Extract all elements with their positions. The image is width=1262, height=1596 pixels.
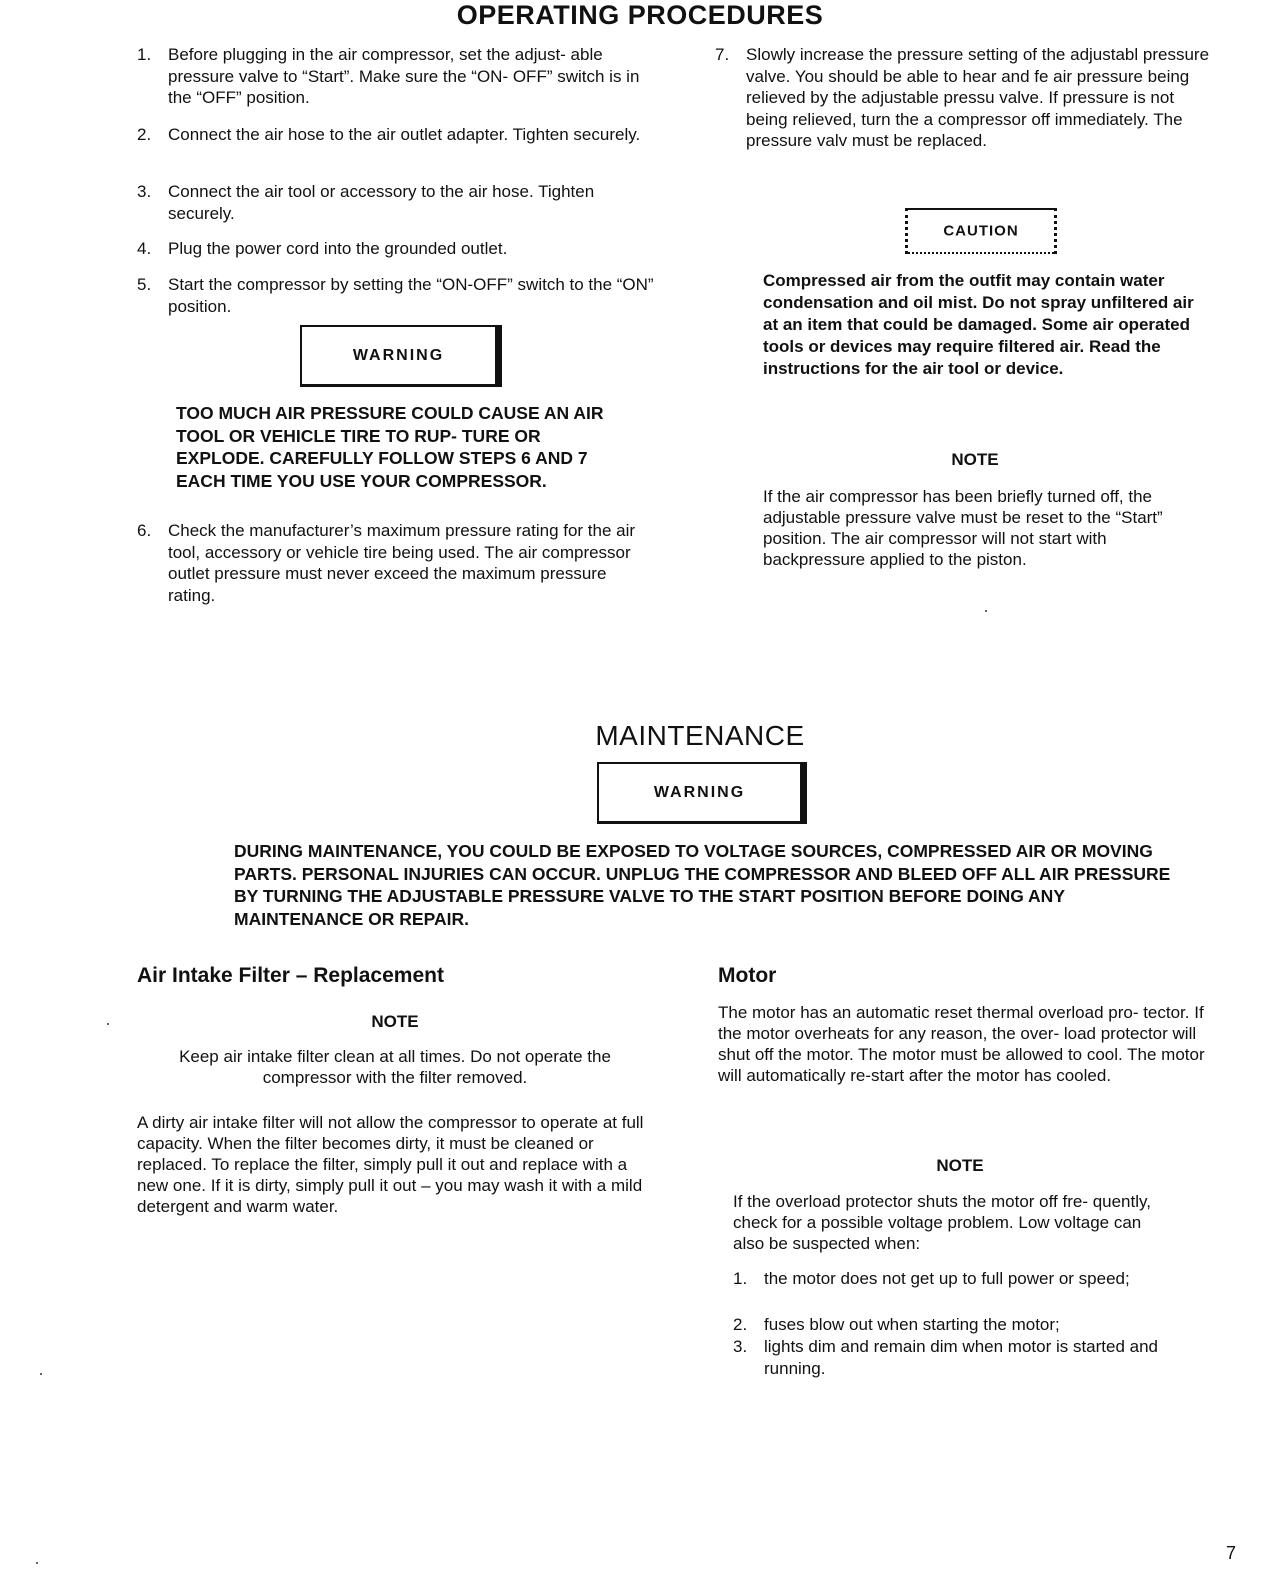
list-item <box>137 44 657 109</box>
list-item <box>137 124 657 146</box>
step-number: 6. <box>137 521 152 540</box>
scan-speck <box>40 1373 42 1375</box>
warning-label: WARNING <box>653 783 746 801</box>
warning-text: TOO MUCH AIR PRESSURE COULD CAUSE AN AIR TOOL OR VEHICLE TIRE TO RUP- TURE OR EXPLODE. CAREFULLY FOLLOW STEPS 6 AND 7 EACH TIME YOU USE YOUR COMPRESSOR. <box>176 403 604 491</box>
step-text: Before plugging in the air compressor, set the adjust- able pressure valve to “Start”. Make sure the “ON- OFF” switch is in the “OFF” position. <box>168 45 640 107</box>
step-text: Check the manufacturer’s maximum pressure rating for the air tool, accessory or vehicle tire being used. The air compressor outlet pressure must never exceed the maximum pressure rating. <box>168 521 636 605</box>
warning-box <box>300 325 502 387</box>
step-text: Slowly increase the pressure setting of the adjustabl pressure valve. You should be able to hear and fe air pressure being relieved by the adjustable pressu valve. If pressure is not being relieved, turn the a compressor off immediately. The pressure valv must be replaced. <box>746 45 1210 150</box>
caution-label: CAUTION <box>943 222 1019 240</box>
warning-text: DURING MAINTENANCE, YOU COULD BE EXPOSED TO VOLTAGE SOURCES, COMPRESSED AIR OR MOVING PARTS. PERSONAL INJURIES CAN OCCUR. UNPLUG THE COMPRESSOR AND BLEED OFF ALL AIR PRESSURE BY TURNING THE ADJUSTABLE PRESSURE VALVE TO THE START POSITION BEFORE DOING ANY MAINTENANCE OR REPAIR. <box>234 841 1171 929</box>
motor-heading: Motor <box>718 964 777 987</box>
scan-speck <box>985 610 987 612</box>
filter-body: A dirty air intake filter will not allow the compressor to operate at full capacity. When the filter becomes dirty, it must be cleaned or replaced. To replace the filter, simply pull it out and replace with a new one. If it is dirty, simply pull it out – you may wash it with a mild detergent and warm water. <box>137 1113 644 1216</box>
step-text: Connect the air tool or accessory to the air hose. Tighten securely. <box>168 182 595 223</box>
note-heading: NOTE <box>936 1156 984 1175</box>
step-text: Plug the power cord into the grounded outlet. <box>168 239 508 258</box>
warning-label: WARNING <box>352 346 445 364</box>
step-text: Start the compressor by setting the “ON-OFF” switch to the “ON” position. <box>168 275 654 316</box>
page-number: 7 <box>1226 1543 1237 1563</box>
motor-body: The motor has an automatic reset thermal overload pro- tector. If the motor overheats for any reason, the over- load protector will shut off the motor. The motor must be allowed to cool. The motor will automatically re-start after the motor has cooled. <box>718 1003 1205 1085</box>
note-heading: NOTE <box>951 450 999 469</box>
note-text: Keep air intake filter clean at all times. Do not operate the compressor with the filter removed. <box>179 1047 611 1087</box>
list-number: 3. <box>733 1337 748 1356</box>
list-number: 2. <box>733 1315 748 1334</box>
list-text: the motor does not get up to full power or speed; <box>764 1269 1130 1288</box>
page-title: OPERATING PROCEDURES <box>456 0 824 30</box>
step-number: 3. <box>137 182 152 201</box>
list-item <box>137 274 657 317</box>
step-number: 7. <box>715 45 730 64</box>
step-number: 4. <box>137 239 152 258</box>
list-item <box>733 1336 1183 1379</box>
note-text: If the air compressor has been briefly turned off, the adjustable pressure valve must be reset to the “Start” position. The air compressor will not start with backpressure applied to the piston. <box>763 487 1163 569</box>
list-text: lights dim and remain dim when motor is started and running. <box>764 1337 1159 1378</box>
list-item <box>733 1314 1183 1336</box>
list-item <box>733 1268 1183 1290</box>
caution-box <box>905 208 1057 254</box>
step-number: 5. <box>137 275 152 294</box>
warning-box <box>597 762 807 824</box>
step-number: 2. <box>137 125 152 144</box>
scan-speck <box>36 1562 38 1564</box>
list-item <box>715 44 1215 152</box>
list-item <box>137 181 657 224</box>
list-item <box>137 520 657 606</box>
section-title: MAINTENANCE <box>595 720 805 751</box>
list-text: fuses blow out when starting the motor; <box>764 1315 1060 1334</box>
caution-text: Compressed air from the outfit may contain water condensation and oil mist. Do not spray unfiltered air at an item that could be damaged. Some air operated tools or devices may require filtered air. Read the instructions for the air tool or device. <box>763 271 1194 378</box>
step-text: Connect the air hose to the air outlet adapter. Tighten securely. <box>168 125 641 144</box>
filter-heading: Air Intake Filter – Replacement <box>137 964 444 987</box>
list-number: 1. <box>733 1269 748 1288</box>
scan-speck <box>107 1023 109 1025</box>
note-text: If the overload protector shuts the motor off fre- quently, check for a possible voltage problem. Low voltage can also be suspected when: <box>733 1192 1151 1253</box>
step-number: 1. <box>137 45 152 64</box>
list-item <box>137 238 657 260</box>
note-heading: NOTE <box>371 1012 419 1031</box>
